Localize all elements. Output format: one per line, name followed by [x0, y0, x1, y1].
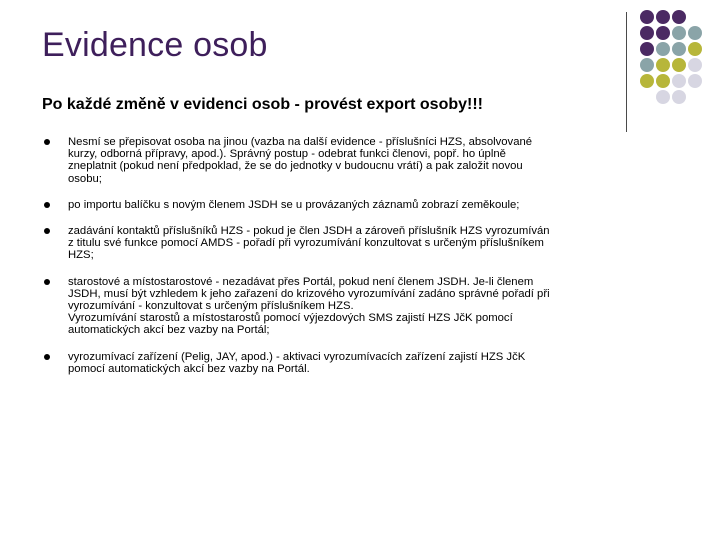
list-item-text: zadávání kontaktů příslušníků HZS - pokud je člen JSDH a zároveň příslušník HZS vyrozumíván z titulu své funkce pomocí AMDS - pořadí při vyrozumívání konzultovat s určeným příslušníkem HZS; [68, 225, 550, 262]
decorative-dot [656, 26, 670, 40]
bullet-list [42, 136, 642, 389]
decorative-dot [656, 10, 670, 24]
decorative-dot [688, 42, 702, 56]
bullet-icon [44, 139, 50, 145]
bullet-icon [44, 202, 50, 208]
decorative-dot [672, 58, 686, 72]
list-item-text: starostové a místostarostové - nezadávat přes Portál, pokud není členem JSDH. Je-li členem JSDH, musí být vzhledem k jeho zařazení do krizového vyrozumívání zadáno správné pořadí při vyrozumívání - konzultovat s určeným příslušníkem HZS. Vyrozumívání starostů a místostarostů pomocí výjezdových SMS zajistí HZS JčK pomocí automatických akcí bez vazby na Portál; [68, 275, 550, 337]
decorative-dot [688, 58, 702, 72]
list-item [42, 276, 642, 337]
list-item-text: vyrozumívací zařízení (Pelig, JAY, apod.) - aktivaci vyrozumívacích zařízení zajistí HZS JčK pomocí automatických akcí bez vazby na Portál. [68, 350, 526, 375]
bullet-icon [44, 279, 50, 285]
decorative-dot [656, 90, 670, 104]
decorative-dot [688, 90, 702, 104]
decorative-dot [672, 10, 686, 24]
decorative-dot [656, 74, 670, 88]
decorative-dot [640, 90, 654, 104]
list-item [42, 136, 642, 185]
list-item [42, 199, 642, 211]
list-item-text: po importu balíčku s novým členem JSDH se u provázaných záznamů zobrazí zeměkoule; [68, 198, 520, 211]
decorative-dot [672, 42, 686, 56]
decorative-dot [688, 26, 702, 40]
decorative-dot [640, 58, 654, 72]
decorative-dot [640, 26, 654, 40]
decorative-dot [640, 74, 654, 88]
divider-line [626, 12, 627, 132]
slide-title: Evidence osob [42, 26, 268, 64]
list-item [42, 225, 642, 262]
slide-subtitle: Po každé změně v evidenci osob - provést export osoby!!! [42, 96, 483, 113]
bullet-icon [44, 354, 50, 360]
decorative-dot [688, 74, 702, 88]
decorative-dot [688, 10, 702, 24]
decorative-dot [640, 10, 654, 24]
decorative-dot [656, 42, 670, 56]
decorative-dot [672, 90, 686, 104]
decorative-dot [640, 42, 654, 56]
list-item [42, 351, 642, 375]
decorative-dot [672, 26, 686, 40]
bullet-icon [44, 228, 50, 234]
list-item-text: Nesmí se přepisovat osoba na jinou (vazba na další evidence - příslušníci HZS, absolvované kurzy, odborná přípravy, apod.). Správný postup - odebrat funkci členovi, popř. ho úplně zneplatnit (pokud není předpoklad, že se do jednotky v budoucnu vrátí) a pak založit novou osobu; [68, 136, 533, 185]
decorative-dot [672, 74, 686, 88]
decorative-dot [656, 58, 670, 72]
decorative-dot-grid [640, 10, 702, 104]
